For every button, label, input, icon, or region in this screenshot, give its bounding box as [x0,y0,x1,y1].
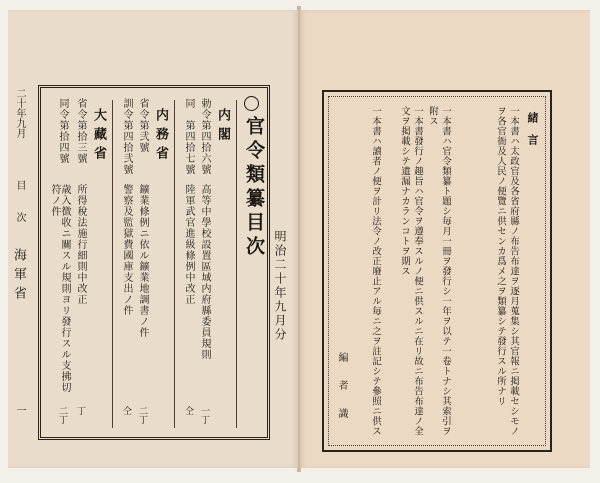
issue-date: 明治二十年九月分 [273,230,287,342]
column-rule [174,100,175,428]
title-circle-icon [244,96,259,111]
foreword-signature: 編 者 識 [336,352,347,422]
foreword-title: 緒 言 [526,112,539,145]
page-number: 一 [14,405,25,415]
column-rule [112,100,113,428]
entry-ref: 二丁 [137,406,147,424]
category-okurasho: 大藏省 [91,108,106,165]
category-naimusho: 内務省 [153,108,168,165]
entry-ref: 二丁 [57,406,67,424]
column-rule [236,100,237,428]
entry-ref: 丁 [75,406,85,415]
margin-section: 目 次 [14,180,25,228]
entry-desc: 陸軍武官進級條例中改正 [183,184,194,305]
foreword-paragraph: 一本書發行ノ趣旨ハ官令ヲ遵奉スルノ便ニ供スルニ在リ故ニ布告布達ノ全文ヲ掲載シテ遺漏ナカランコトヲ期ス [399,106,423,436]
entry-id: 勅令第四拾六號 [199,98,210,175]
entry-id: 訓令第四拾弐號 [121,98,132,175]
foreword-paragraph: 一本書ハ讀者ノ便ヲ計リ法令ノ改正廢止アル毎ニ之ヲ註記シテ參照ニ供ス [370,106,381,436]
entry-id: 同令第拾四號 [57,98,68,164]
margin-label: 二十年九月 [14,88,25,138]
entry-desc: 高等中學校設置區域内府縣委員規則 [199,184,210,360]
left-page [8,10,298,468]
foreword-paragraph: 一本書ハ官令類纂ト題シ毎月一冊ヲ發行シ一年ヲ以テ一卷トナシ其索引ヲ附ス [427,106,451,436]
entry-ref: 仝 [183,406,193,415]
entry-ref: 仝 [121,406,131,415]
entry-id: 同 第四拾七號 [183,98,194,175]
entry-id: 省令第拾三號 [75,98,86,164]
foreword-paragraph: 一本書ハ太政官及各省府縣ノ布告布達ヲ逐月蒐集シ其官報ニ掲載セシモノヲ各官衙及人民ノ便覽ニ供センカ爲メ之ヲ類纂シテ發行スル所ナリ [495,106,519,436]
entry-ref: 一丁 [199,406,209,424]
entry-desc: 所得稅法施行細則中改正 [75,184,86,305]
right-page [300,10,590,468]
entry-desc: 鑛業條例ニ依ル鑛業地調書ノ件 [137,184,148,338]
entry-desc: 警察及監獄費國庫支出ノ件 [121,184,132,316]
margin-ministry: 海軍省 [11,248,26,305]
entry-desc: 歳入徴收ニ關スル規則ヨリ發行スル支拂切符ノ件 [49,184,70,393]
index-box [38,85,270,440]
category-naikaku: 内閣 [215,108,230,146]
foreword-frame [322,90,552,452]
page-title: 官令類纂目次 [243,116,265,260]
entry-id: 省令第弐號 [137,98,148,153]
